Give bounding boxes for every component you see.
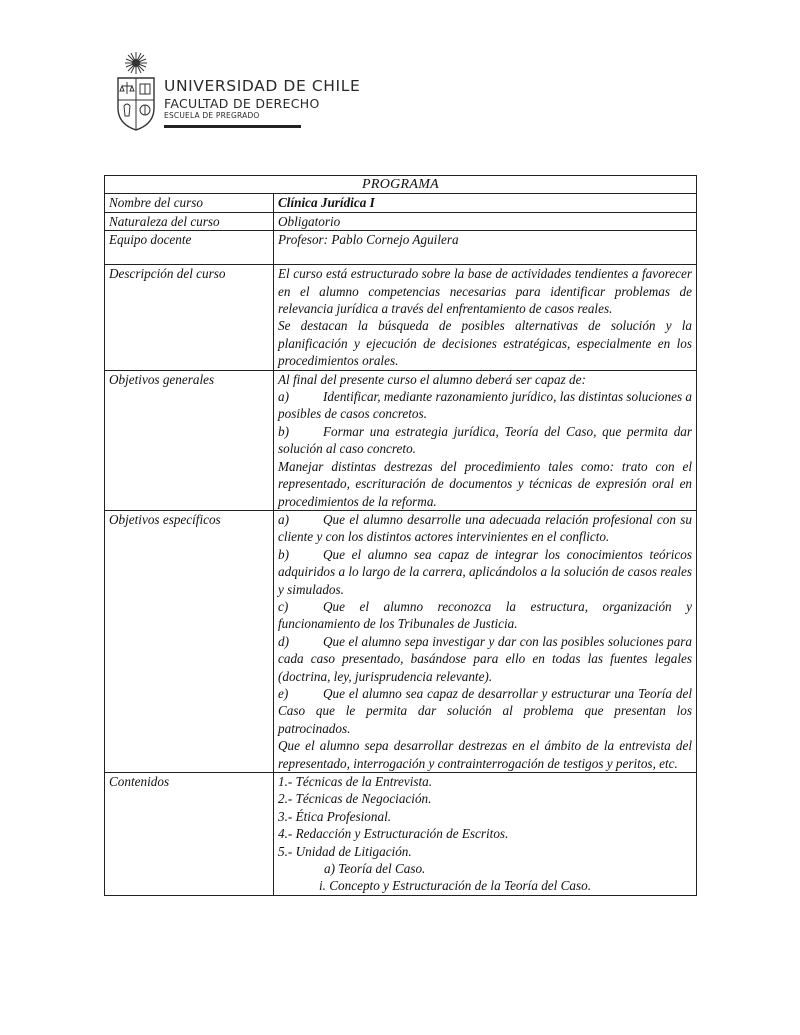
list-subitem: i. Concepto y Estructuración de la Teoría del Caso.	[319, 878, 592, 894]
description-value	[274, 265, 697, 370]
list-marker: e)	[278, 685, 289, 701]
general-objectives-label: Objetivos generales	[105, 370, 274, 510]
university-name: UNIVERSIDAD DE CHILE	[164, 77, 361, 95]
list-marker: d)	[278, 633, 289, 649]
general-intro: Al final del presente curso el alumno deberá ser capaz de:	[278, 371, 586, 387]
list-item: 5.- Unidad de Litigación.	[278, 843, 412, 859]
contents-label: Contenidos	[105, 773, 274, 896]
list-item	[278, 598, 692, 633]
course-name-value: Clínica Jurídica I	[274, 194, 697, 212]
list-item: 2.- Técnicas de Negociación.	[278, 791, 432, 807]
description-label: Descripción del curso	[105, 265, 274, 370]
list-item	[278, 685, 692, 737]
table-title: PROGRAMA	[105, 176, 697, 194]
program-table	[104, 175, 697, 896]
list-item-text: Que el alumno reconozca la estructura, organización y funcionamiento de los Tribunales de Justicia.	[278, 598, 693, 632]
list-item	[278, 388, 692, 423]
nature-label: Naturaleza del curso	[105, 212, 274, 230]
table-row	[105, 773, 697, 896]
team-label: Equipo docente	[105, 231, 274, 265]
list-marker: b)	[278, 546, 289, 562]
course-name-label: Nombre del curso	[105, 194, 274, 212]
team-value: Profesor: Pablo Cornejo Aguilera	[274, 231, 697, 265]
list-marker: c)	[278, 598, 289, 614]
table-row	[105, 212, 697, 230]
description-paragraph: El curso está estructurado sobre la base de actividades tendientes a favorecer en el alumno competencias necesarias para identificar problemas de relevancia jurídica a través del enfrentamiento de casos reales.	[278, 266, 693, 317]
list-item: 3.- Ética Profesional.	[278, 808, 392, 824]
list-item-text: Que el alumno sepa investigar y dar con las posibles soluciones para cada caso presentado, basándose para ello en todas las fuentes legales (doctrina, ley, jurisprudencia relevante).	[278, 633, 693, 684]
list-item	[278, 511, 692, 546]
specific-last: Que el alumno sepa desarrollar destrezas en el ámbito de la entrevista del representado, interrogación y contrainterrogación de testigos y peritos, etc.	[278, 738, 693, 771]
list-marker: a)	[278, 389, 289, 405]
list-item-text: Formar una estrategia jurídica, Teoría del Caso, que permita dar solución al caso concreto.	[278, 423, 693, 457]
list-item-text: Que el alumno desarrolle una adecuada relación profesional con su cliente y con los distintos actores intervinientes en el conflicto.	[278, 511, 693, 545]
header-divider	[164, 125, 301, 128]
list-item-text: Que el alumno sea capaz de desarrollar y estructurar una Teoría del Caso que le permita dar solución al problema que presentan los patrocinados.	[278, 685, 693, 736]
table-row-title	[105, 176, 697, 194]
list-item: 1.- Técnicas de la Entrevista.	[278, 774, 433, 789]
contents-value	[274, 773, 697, 896]
specific-objectives-value	[274, 510, 697, 772]
list-marker: a)	[278, 511, 289, 527]
list-item-text: Identificar, mediante razonamiento jurídico, las distintas soluciones a posibles de casos concretos.	[278, 389, 693, 422]
list-marker: b)	[278, 423, 289, 439]
list-item: 4.- Redacción y Estructuración de Escritos.	[278, 826, 509, 842]
table-row	[105, 510, 697, 772]
general-objectives-value	[274, 370, 697, 510]
description-paragraph: Se destacan la búsqueda de posibles alternativas de solución y la planificación y ejecución de decisiones estratégicas, especialmente en los procedimientos orales.	[278, 318, 693, 369]
table-row	[105, 194, 697, 212]
table-row	[105, 231, 697, 265]
university-seal-icon	[112, 50, 160, 134]
list-item	[278, 633, 692, 685]
general-last: Manejar distintas destrezas del procedimiento tales como: trato con el representado, escrituración de documentos y técnicas de expresión oral en procedimientos de la reforma.	[278, 458, 693, 509]
specific-objectives-label: Objetivos específicos	[105, 510, 274, 772]
nature-value: Obligatorio	[274, 212, 697, 230]
list-item	[278, 423, 692, 458]
list-subitem: a) Teoría del Caso.	[324, 861, 426, 877]
table-row	[105, 265, 697, 370]
faculty-name: FACULTAD DE DERECHO	[164, 96, 320, 111]
list-item	[278, 546, 692, 598]
school-name: ESCUELA DE PREGRADO	[164, 111, 260, 120]
list-item-text: Que el alumno sea capaz de integrar los conocimientos teóricos adquiridos a lo largo de la carrera, aplicándolos a la solución de casos reales y simulados.	[278, 546, 693, 597]
table-row	[105, 370, 697, 510]
